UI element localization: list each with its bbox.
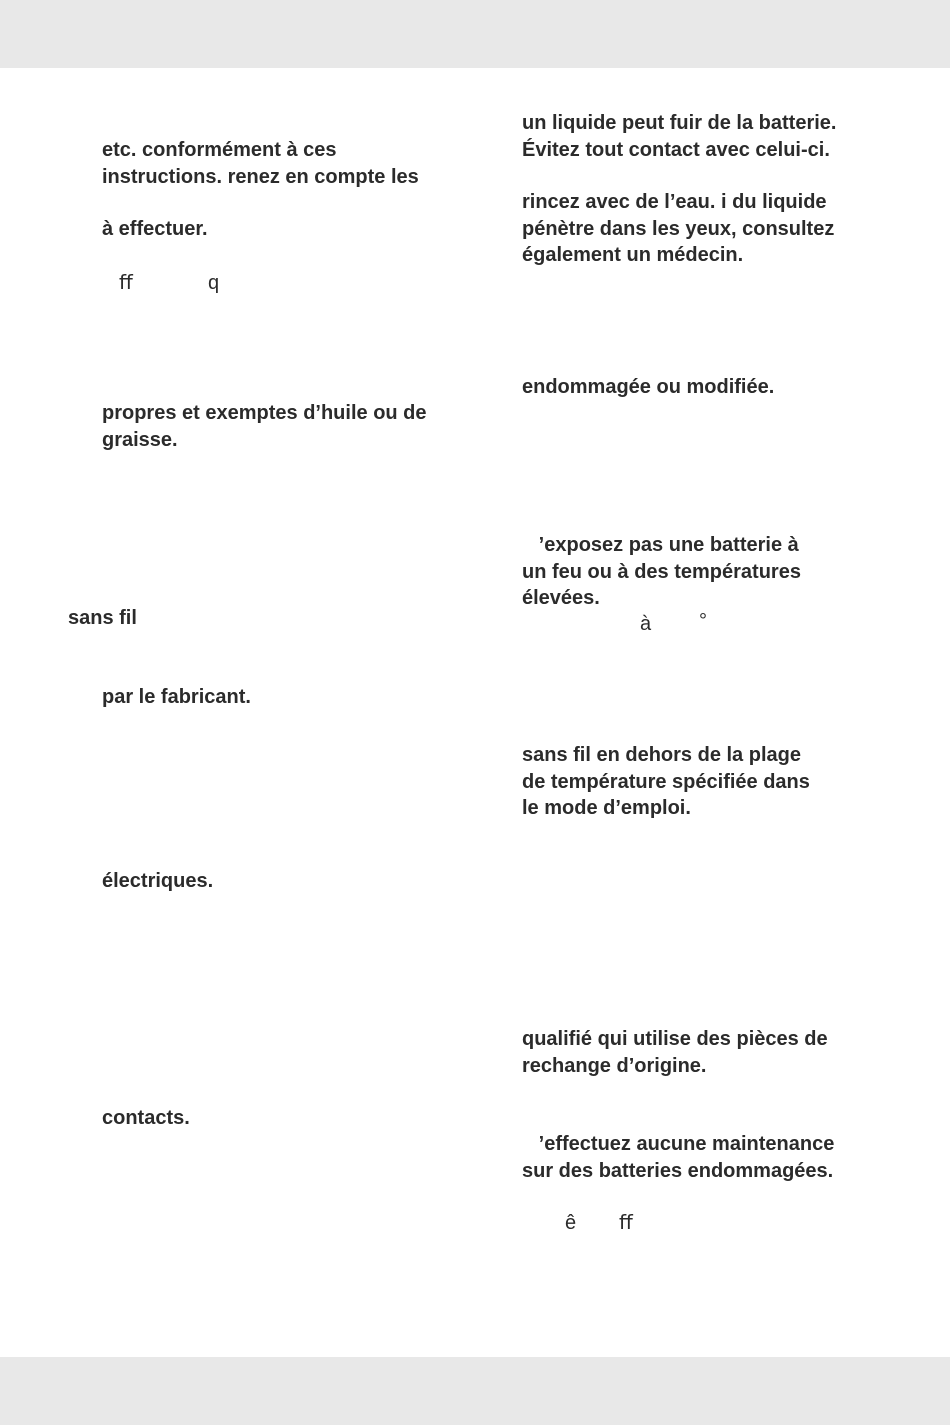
text-fragment: ê [565,1212,577,1234]
text-line: élevées. [522,587,600,609]
left-paragraph-4 [102,400,427,453]
right-paragraph-8 [522,1131,834,1184]
text-line: ’exposez pas une batterie à [522,534,799,556]
left-paragraph-8 [102,1105,190,1132]
text-line: endommagée ou modifiée. [522,376,775,398]
text-line: qualifié qui utilise des pièces de [522,1028,828,1050]
text-fragment: ° [699,610,707,632]
text-line: etc. conformément à ces [102,139,337,161]
text-line: ’effectuez aucune maintenance [522,1133,835,1155]
left-fragment-ff [119,270,133,297]
text-line: pénètre dans les yeux, consultez [522,217,835,240]
text-line: rincez avec de l’eau. i du liquide [522,191,827,213]
right-fragment-a [640,611,651,638]
text-fragment: à [640,613,652,635]
text-line: de température spécifiée dans [522,770,810,793]
text-fragment: ﬀ [619,1212,633,1234]
page-header-band [0,0,950,68]
text-line: par le fabricant. [102,686,251,708]
left-fragment-q [208,270,219,297]
right-paragraph-7 [522,1026,828,1079]
right-paragraph-3 [522,374,774,401]
right-paragraph-4 [522,532,801,612]
page-footer-band [0,1357,950,1425]
right-fragment-e-circumflex [565,1210,576,1237]
text-line: propres et exemptes d’huile ou de [102,402,427,424]
text-line: électriques. [102,870,214,892]
text-line: un liquide peut fuir de la batterie. [522,112,837,134]
text-line: un feu ou à des températures [522,560,801,583]
left-paragraph-7 [102,868,213,895]
left-paragraph-6 [102,684,251,711]
right-paragraph-2 [522,189,834,269]
text-line: Évitez tout contact avec celui-ci. [522,138,830,161]
text-fragment: q [208,272,220,294]
text-line: rechange d’origine. [522,1054,707,1077]
text-line: à effectuer. [102,218,208,240]
text-line: le mode d’emploi. [522,797,691,819]
text-line: contacts. [102,1107,190,1129]
left-paragraph-5 [68,605,137,632]
left-paragraph-1 [102,137,419,190]
right-paragraph-1 [522,110,836,163]
text-line: sur des batteries endommagées. [522,1159,834,1182]
right-fragment-ff [619,1210,633,1237]
right-paragraph-6 [522,742,810,822]
text-line: sans fil en dehors de la plage [522,744,801,766]
text-line: également un médecin. [522,244,744,266]
text-fragment: ﬀ [119,272,133,294]
right-fragment-degree [699,608,707,635]
text-line: sans fil [68,607,137,629]
text-line: graisse. [102,428,178,451]
left-paragraph-2 [102,216,208,243]
text-line: instructions. renez en compte les [102,165,419,188]
